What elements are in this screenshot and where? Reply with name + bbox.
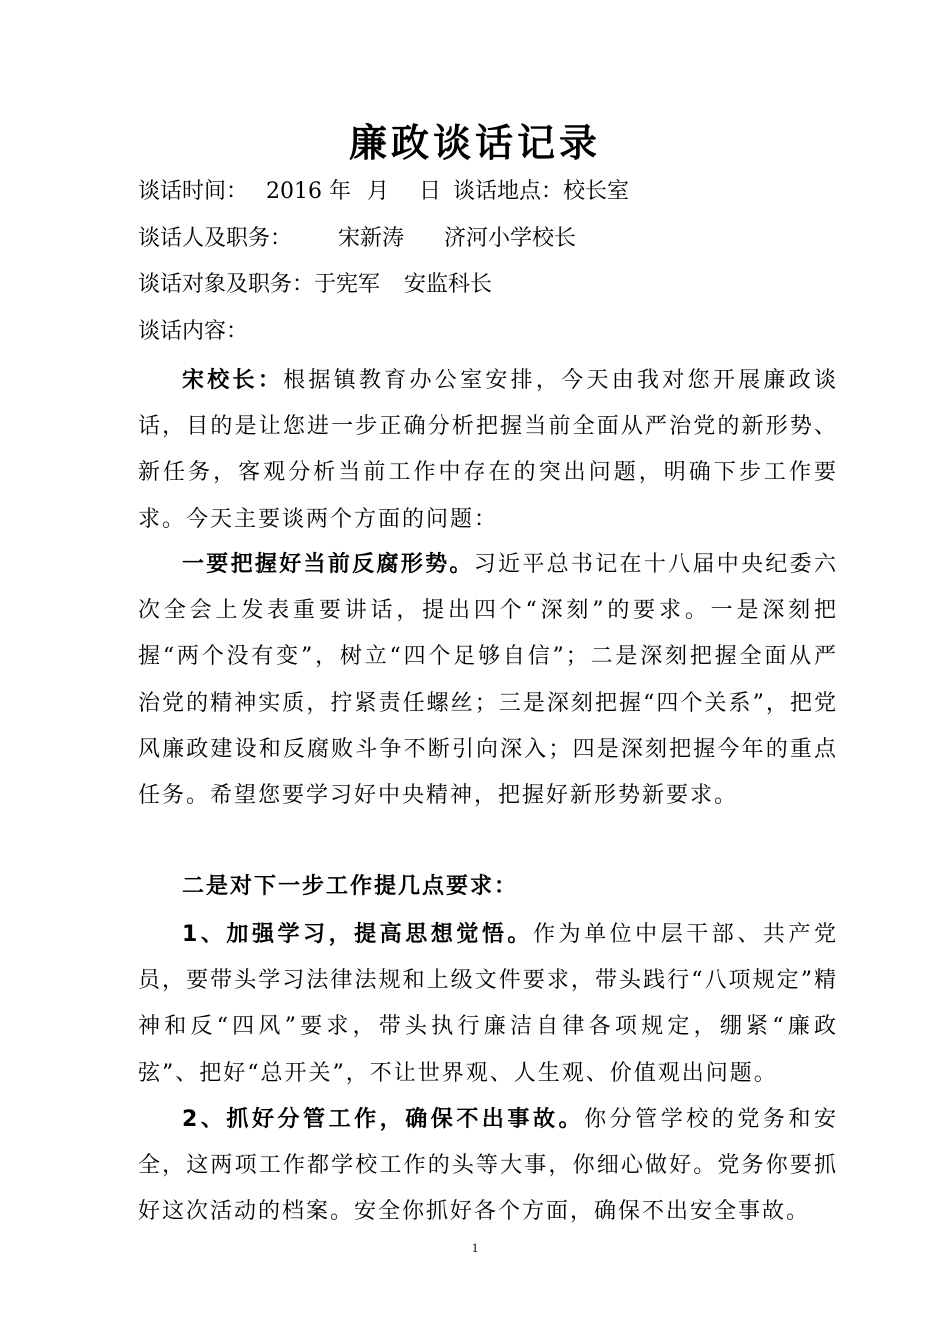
paragraph-lead: 宋校长： [182,368,284,393]
paragraph-text: 作为单位中层干部、共产党员，要带头学习法律法规和上级文件要求，带头践行“八项规定”精神和反“四风”要求，带头执行廉洁自律各项规定，绷紧“廉政弦”、把好“总开关”，不让世界观、人生观、价值观出问题。 [138,922,838,1086]
paragraph-lead: 1、加强学习，提高思想觉悟。 [182,922,533,947]
paragraph-lead: 2、抓好分管工作，确保不出事故。 [182,1107,585,1132]
year: 2016 年 [266,179,351,204]
place: 校长室 [563,179,630,204]
paragraph-lead: 二是对下一步工作提几点要求： [182,874,519,899]
talk-time-line [138,172,838,212]
paragraph-principal [138,358,838,543]
month: 月 [367,179,390,204]
time-label: 谈话时间： [138,179,249,204]
paragraph-text: 习近平总书记在十八届中央纪委六次全会上发表重要讲话，提出四个“深刻”的要求。一是深刻把握“两个没有变”，树立“四个足够自信”；二是深刻把握全面从严治党的精神实质，拧紧责任螺丝；三是深刻把握“四个关系”，把党风廉政建设和反腐败斗争不断引向深入；四是深刻把握今年的重点任务。希望您要学习好中央精神，把握好新形势新要求。 [138,552,838,809]
speaker-name: 宋新涛 [338,226,405,251]
target-title: 安监科长 [404,272,493,297]
place-label: 谈话地点： [453,179,564,204]
paragraph-point-2 [138,1097,838,1236]
target-label: 谈话对象及职务： [138,272,315,297]
paragraph-text: 根据镇教育办公室安排，今天由我对您开展廉政谈话，目的是让您进一步正确分析把握当前全面从严治党的新形势、新任务，客观分析当前工作中存在的突出问题，明确下步工作要求。今天主要谈两个方面的问题： [138,368,838,532]
speaker-title: 济河小学校长 [444,226,577,251]
speaker-line [138,219,838,259]
paragraph-situation [138,542,838,819]
paragraph-text: 你分管学校的党务和安全，这两项工作都学校工作的头等大事，你细心做好。党务你要抓好这次活动的档案。安全你抓好各个方面，确保不出安全事故。 [138,1107,838,1225]
target-name: 于宪军 [314,272,381,297]
speaker-label: 谈话人及职务： [138,226,293,251]
paragraph-requirements-heading [138,864,838,910]
day: 日 [419,179,442,204]
document-title: 廉政谈话记录 [348,120,601,165]
target-line [138,265,838,305]
paragraph-lead: 一要把握好当前反腐形势。 [182,552,474,577]
paragraph-point-1 [138,912,838,1097]
page-number: 1 [471,1240,479,1255]
content-label: 谈话内容： [138,319,249,344]
